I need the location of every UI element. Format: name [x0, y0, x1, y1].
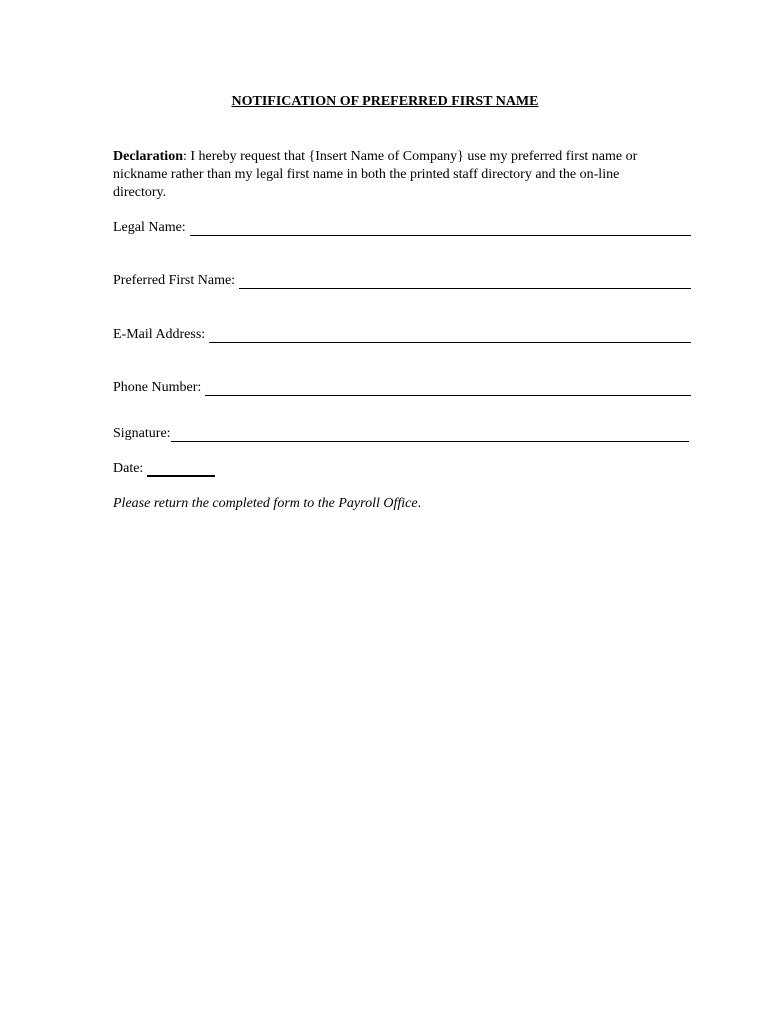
footer-note-text: Please return the completed form to the Payroll Office: [113, 496, 418, 511]
legal-name-blank[interactable]: [190, 220, 691, 236]
preferred-first-name-label: Preferred First Name:: [113, 273, 236, 288]
phone-number-label: Phone Number:: [113, 380, 202, 395]
legal-name-field: [113, 219, 691, 237]
preferred-first-name-field: [113, 272, 691, 290]
phone-number-blank[interactable]: [205, 380, 691, 396]
email-address-field: [113, 326, 691, 344]
signature-field: [113, 425, 689, 443]
declaration-paragraph: [113, 148, 658, 202]
phone-number-field: [113, 379, 691, 397]
date-blank[interactable]: [147, 460, 215, 477]
document-title: NOTIFICATION OF PREFERRED FIRST NAME: [231, 94, 539, 109]
signature-blank[interactable]: [171, 426, 689, 442]
declaration-label: Declaration: [113, 149, 183, 164]
footer-note: [113, 495, 421, 513]
declaration-text: : I hereby request that {Insert Name of Company} use my preferred first name or nickname rather than my legal first name in both the printed staff directory and the on-line directory.: [113, 149, 638, 200]
footer-note-period: .: [417, 496, 422, 511]
email-address-label: E-Mail Address:: [113, 327, 206, 342]
legal-name-label: Legal Name:: [113, 220, 186, 235]
email-address-blank[interactable]: [209, 327, 691, 343]
date-label: Date:: [113, 461, 144, 476]
date-field: [113, 460, 215, 478]
preferred-first-name-blank[interactable]: [239, 273, 691, 289]
signature-label: Signature:: [113, 426, 171, 441]
